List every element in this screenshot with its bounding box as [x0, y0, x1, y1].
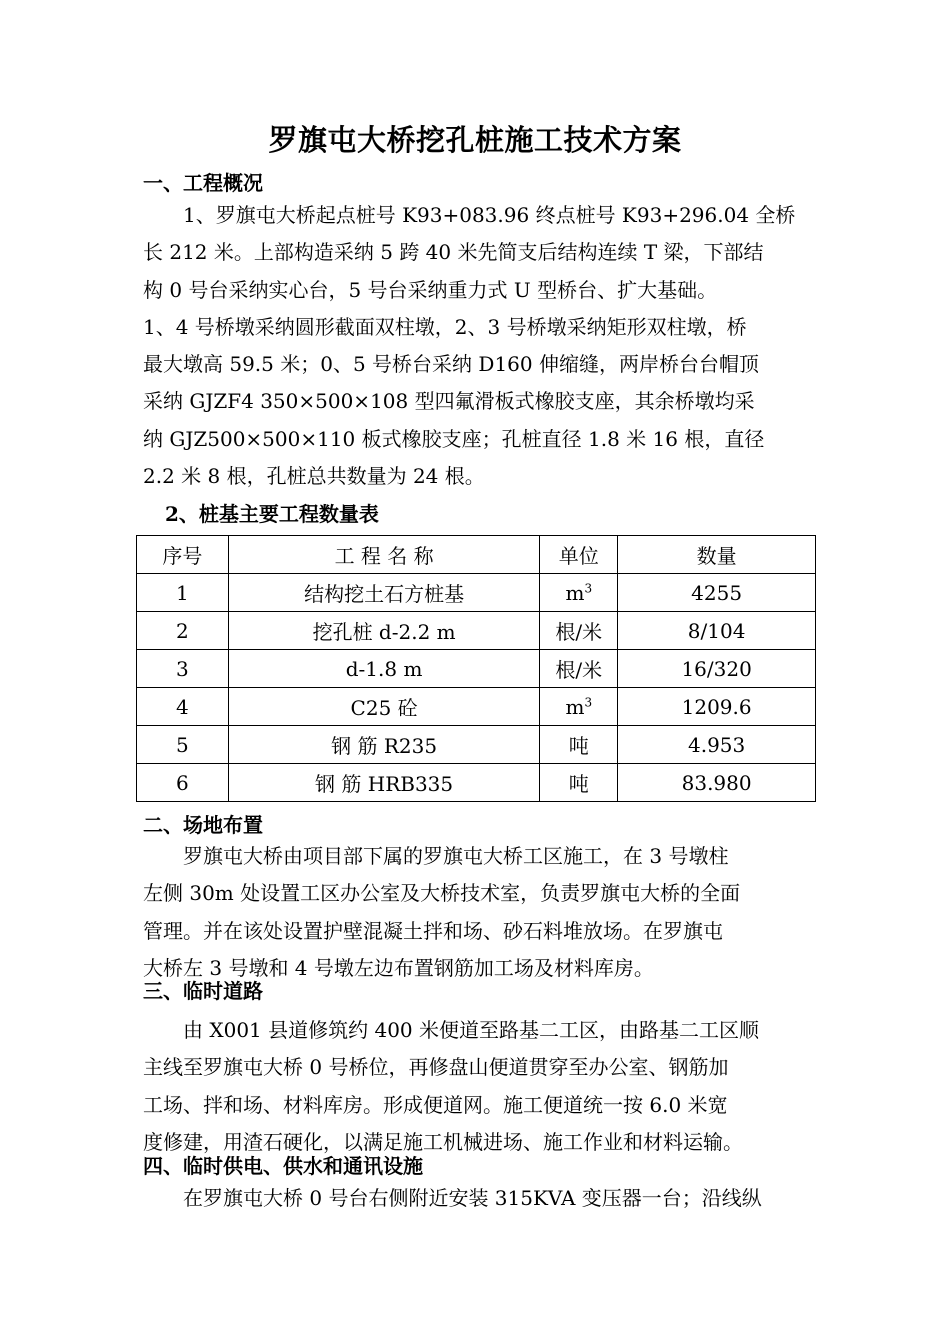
- unit-text: 根/米: [555, 620, 603, 644]
- text-line: 度修建，用渣石硬化，以满足施工机械进场、施工作业和材料运输。: [143, 1129, 743, 1154]
- text-line: 主线至罗旗屯大桥 0 号桥位，再修盘山便道贯穿至办公室、钢筋加: [143, 1055, 729, 1080]
- cell-unit: [540, 764, 618, 802]
- cell-no: 4: [137, 688, 229, 726]
- section-3-body: [143, 1012, 815, 1161]
- text-line: 由 X001 县道修筑约 400 米便道至路基二工区，由路基二工区顺: [183, 1018, 760, 1042]
- cell-name: 钢 筋 R235: [228, 726, 540, 764]
- table-row: [137, 726, 816, 764]
- cell-unit: [540, 574, 618, 612]
- table-row: [137, 612, 816, 650]
- cell-qty: 1209.6: [618, 688, 816, 726]
- text-line: 采纳 GJZF4 350×500×108 型四氟滑板式橡胶支座，其余桥墩均采: [143, 389, 755, 414]
- text-line: 2.2 米 8 根，孔桩总共数量为 24 根。: [143, 464, 485, 489]
- text-line: 纳 GJZ500×500×110 板式橡胶支座；孔桩直径 1.8 米 16 根，直径: [143, 426, 765, 451]
- text-line: 罗旗屯大桥由项目部下属的罗旗屯大桥工区施工，在 3 号墩柱: [183, 844, 729, 868]
- header-name: 工 程 名 称: [228, 536, 540, 574]
- section-2-body: [143, 838, 815, 987]
- text-line: 在罗旗屯大桥 0 号台右侧附近安装 315KVA 变压器一台；沿线纵: [183, 1186, 762, 1210]
- section-4-body: [143, 1180, 815, 1217]
- cell-name: d-1.8 m: [228, 650, 540, 688]
- cell-qty: 8/104: [618, 612, 816, 650]
- table-row: [137, 688, 816, 726]
- table-header-row: [137, 536, 816, 574]
- cell-qty: 4.953: [618, 726, 816, 764]
- section-3-heading: 三、临时道路: [143, 979, 263, 1003]
- cell-unit: [540, 650, 618, 688]
- text-line: 1、罗旗屯大桥起点桩号 K93+083.96 终点桩号 K93+296.04 全桥: [183, 203, 796, 227]
- text-line: 最大墩高 59.5 米；0、5 号桥台采纳 D160 伸缩缝，两岸桥台台帽顶: [143, 352, 759, 377]
- table-row: [137, 650, 816, 688]
- text-line: 工场、拌和场、材料库房。形成便道网。施工便道统一按 6.0 米宽: [143, 1092, 728, 1117]
- header-qty: 数量: [618, 536, 816, 574]
- table-row: [137, 574, 816, 612]
- unit-superscript: 3: [584, 694, 593, 709]
- cell-qty: 83.980: [618, 764, 816, 802]
- text-line: 1、4 号桥墩采纳圆形截面双柱墩，2、3 号桥墩采纳矩形双柱墩，桥: [143, 314, 747, 339]
- unit-text: m: [565, 580, 585, 605]
- unit-superscript: 3: [584, 580, 593, 595]
- quantity-table: [136, 535, 816, 802]
- section-1-heading: 一、工程概况: [143, 171, 263, 195]
- text-line: 左侧 30m 处设置工区办公室及大桥技术室，负责罗旗屯大桥的全面: [143, 881, 741, 906]
- cell-no: 2: [137, 612, 229, 650]
- section-1-body: [143, 197, 815, 495]
- cell-name: 钢 筋 HRB335: [228, 764, 540, 802]
- cell-unit: [540, 726, 618, 764]
- text-line: 构 0 号台采纳实心台，5 号台采纳重力式 U 型桥台、扩大基础。: [143, 277, 718, 302]
- cell-qty: 4255: [618, 574, 816, 612]
- table-row: [137, 764, 816, 802]
- text-line: 长 212 米。上部构造采纳 5 跨 40 米先简支后结构连续 T 梁，下部结: [143, 240, 764, 265]
- cell-no: 3: [137, 650, 229, 688]
- cell-name: C25 砼: [228, 688, 540, 726]
- table-heading: 2、桩基主要工程数量表: [165, 502, 379, 526]
- cell-no: 6: [137, 764, 229, 802]
- unit-text: m: [565, 694, 585, 719]
- unit-text: 根/米: [555, 658, 603, 682]
- cell-unit: [540, 688, 618, 726]
- cell-no: 1: [137, 574, 229, 612]
- text-line: 大桥左 3 号墩和 4 号墩左边布置钢筋加工场及材料库房。: [143, 955, 654, 980]
- header-no: 序号: [137, 536, 229, 574]
- unit-text: 吨: [568, 772, 589, 796]
- section-4-heading: 四、临时供电、供水和通讯设施: [143, 1154, 423, 1178]
- cell-unit: [540, 612, 618, 650]
- cell-name: 挖孔桩 d-2.2 m: [228, 612, 540, 650]
- unit-text: 吨: [568, 734, 589, 758]
- text-line: 管理。并在该处设置护壁混凝土拌和场、砂石料堆放场。在罗旗屯: [143, 918, 723, 943]
- cell-name: 结构挖土石方桩基: [228, 574, 540, 612]
- document-title: 罗旗屯大桥挖孔桩施工技术方案: [268, 123, 682, 157]
- cell-no: 5: [137, 726, 229, 764]
- cell-qty: 16/320: [618, 650, 816, 688]
- header-unit: 单位: [540, 536, 618, 574]
- section-2-heading: 二、场地布置: [143, 813, 263, 837]
